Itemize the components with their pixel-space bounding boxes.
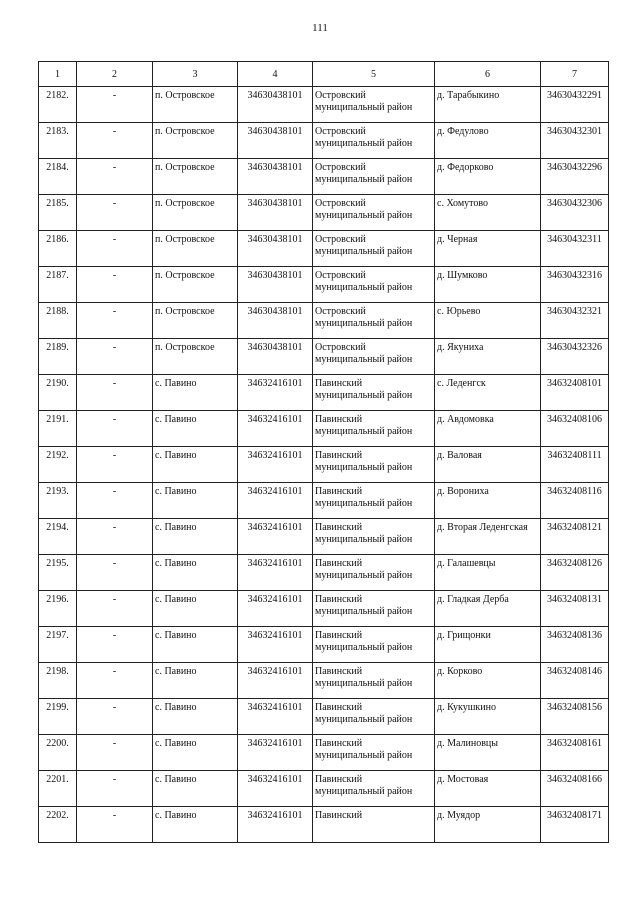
column-2-cell: - [77, 375, 153, 411]
district-cell: Островский муниципальный район [313, 123, 435, 159]
row-number-cell: 2196. [39, 591, 77, 627]
center-settlement-cell: п. Островское [153, 87, 238, 123]
district-cell: Павинский муниципальный район [313, 555, 435, 591]
settlement-cell: д. Черная [435, 231, 541, 267]
table-row [39, 303, 609, 339]
center-settlement-cell: с. Павино [153, 483, 238, 519]
settlement-code-cell: 34632408161 [541, 735, 609, 771]
table-row [39, 483, 609, 519]
settlement-cell: д. Вторая Леденгская [435, 519, 541, 555]
district-cell: Островский муниципальный район [313, 267, 435, 303]
column-2-cell: - [77, 555, 153, 591]
column-header: 2 [77, 62, 153, 87]
table-row [39, 195, 609, 231]
center-code-cell: 34632416101 [238, 735, 313, 771]
center-code-cell: 34632416101 [238, 555, 313, 591]
row-number-cell: 2193. [39, 483, 77, 519]
row-number-cell: 2184. [39, 159, 77, 195]
column-2-cell: - [77, 483, 153, 519]
column-2-cell: - [77, 699, 153, 735]
center-code-cell: 34632416101 [238, 519, 313, 555]
settlement-cell: с. Юрьево [435, 303, 541, 339]
center-settlement-cell: с. Павино [153, 447, 238, 483]
table-row [39, 231, 609, 267]
table-row [39, 699, 609, 735]
column-2-cell: - [77, 303, 153, 339]
settlement-cell: д. Муядор [435, 807, 541, 843]
row-number-cell: 2183. [39, 123, 77, 159]
column-2-cell: - [77, 339, 153, 375]
district-cell: Павинский муниципальный район [313, 375, 435, 411]
settlement-cell: д. Галашевцы [435, 555, 541, 591]
center-code-cell: 34632416101 [238, 771, 313, 807]
table-row [39, 87, 609, 123]
district-cell: Павинский муниципальный район [313, 591, 435, 627]
column-2-cell: - [77, 519, 153, 555]
settlement-code-cell: 34632408171 [541, 807, 609, 843]
settlement-cell: д. Федорково [435, 159, 541, 195]
center-settlement-cell: с. Павино [153, 699, 238, 735]
center-code-cell: 34632416101 [238, 699, 313, 735]
column-2-cell: - [77, 591, 153, 627]
column-2-cell: - [77, 195, 153, 231]
settlement-cell: д. Ворониха [435, 483, 541, 519]
table-row [39, 663, 609, 699]
district-cell: Павинский муниципальный район [313, 447, 435, 483]
settlement-code-cell: 34630432291 [541, 87, 609, 123]
row-number-cell: 2194. [39, 519, 77, 555]
center-settlement-cell: с. Павино [153, 375, 238, 411]
column-header: 4 [238, 62, 313, 87]
district-cell: Островский муниципальный район [313, 303, 435, 339]
district-cell: Островский муниципальный район [313, 195, 435, 231]
district-cell: Павинский муниципальный район [313, 663, 435, 699]
table-row [39, 375, 609, 411]
column-header: 7 [541, 62, 609, 87]
center-settlement-cell: п. Островское [153, 195, 238, 231]
table-row [39, 591, 609, 627]
row-number-cell: 2188. [39, 303, 77, 339]
center-code-cell: 34632416101 [238, 591, 313, 627]
settlement-cell: д. Малиновцы [435, 735, 541, 771]
settlement-cell: д. Авдомовка [435, 411, 541, 447]
settlement-cell: д. Грищонки [435, 627, 541, 663]
column-2-cell: - [77, 447, 153, 483]
center-settlement-cell: п. Островское [153, 159, 238, 195]
settlement-cell: д. Кукушкино [435, 699, 541, 735]
center-code-cell: 34630438101 [238, 123, 313, 159]
center-settlement-cell: с. Павино [153, 627, 238, 663]
settlement-code-cell: 34632408121 [541, 519, 609, 555]
center-code-cell: 34630438101 [238, 267, 313, 303]
center-settlement-cell: с. Павино [153, 411, 238, 447]
district-cell: Павинский муниципальный район [313, 411, 435, 447]
column-2-cell: - [77, 159, 153, 195]
table-row [39, 123, 609, 159]
table-row [39, 555, 609, 591]
center-settlement-cell: п. Островское [153, 123, 238, 159]
center-code-cell: 34630438101 [238, 87, 313, 123]
row-number-cell: 2191. [39, 411, 77, 447]
row-number-cell: 2189. [39, 339, 77, 375]
row-number-cell: 2201. [39, 771, 77, 807]
settlement-cell: с. Леденгск [435, 375, 541, 411]
column-2-cell: - [77, 807, 153, 843]
settlement-code-cell: 34632408166 [541, 771, 609, 807]
center-settlement-cell: с. Павино [153, 555, 238, 591]
row-number-cell: 2187. [39, 267, 77, 303]
settlement-code-cell: 34630432321 [541, 303, 609, 339]
table-row [39, 267, 609, 303]
center-settlement-cell: п. Островское [153, 303, 238, 339]
district-cell: Павинский [313, 807, 435, 843]
settlement-cell: д. Корково [435, 663, 541, 699]
row-number-cell: 2186. [39, 231, 77, 267]
row-number-cell: 2200. [39, 735, 77, 771]
settlement-code-cell: 34632408131 [541, 591, 609, 627]
center-code-cell: 34632416101 [238, 411, 313, 447]
settlement-code-cell: 34630432316 [541, 267, 609, 303]
settlement-code-cell: 34632408101 [541, 375, 609, 411]
center-code-cell: 34630438101 [238, 159, 313, 195]
settlement-cell: д. Шумково [435, 267, 541, 303]
page-number: 111 [312, 22, 328, 34]
center-settlement-cell: с. Павино [153, 519, 238, 555]
table-row [39, 411, 609, 447]
center-settlement-cell: п. Островское [153, 231, 238, 267]
district-cell: Островский муниципальный район [313, 87, 435, 123]
row-number-cell: 2192. [39, 447, 77, 483]
table-row [39, 771, 609, 807]
settlement-code-cell: 34632408126 [541, 555, 609, 591]
table-row [39, 339, 609, 375]
column-2-cell: - [77, 771, 153, 807]
settlements-table [38, 61, 609, 843]
district-cell: Павинский муниципальный район [313, 483, 435, 519]
table-row [39, 447, 609, 483]
settlement-cell: с. Хомутово [435, 195, 541, 231]
column-header: 3 [153, 62, 238, 87]
column-2-cell: - [77, 627, 153, 663]
settlement-cell: д. Мостовая [435, 771, 541, 807]
column-header: 5 [313, 62, 435, 87]
settlement-code-cell: 34632408111 [541, 447, 609, 483]
center-code-cell: 34632416101 [238, 483, 313, 519]
settlement-code-cell: 34630432311 [541, 231, 609, 267]
settlement-code-cell: 34632408146 [541, 663, 609, 699]
row-number-cell: 2190. [39, 375, 77, 411]
center-settlement-cell: с. Павино [153, 735, 238, 771]
center-code-cell: 34630438101 [238, 339, 313, 375]
settlement-code-cell: 34632408106 [541, 411, 609, 447]
district-cell: Павинский муниципальный район [313, 627, 435, 663]
settlement-cell: д. Федулово [435, 123, 541, 159]
settlement-code-cell: 34632408116 [541, 483, 609, 519]
settlement-code-cell: 34630432301 [541, 123, 609, 159]
settlement-cell: д. Тарабыкино [435, 87, 541, 123]
center-code-cell: 34632416101 [238, 807, 313, 843]
row-number-cell: 2197. [39, 627, 77, 663]
column-2-cell: - [77, 87, 153, 123]
table-body [39, 87, 609, 843]
column-2-cell: - [77, 735, 153, 771]
center-code-cell: 34632416101 [238, 447, 313, 483]
table-row [39, 807, 609, 843]
center-code-cell: 34630438101 [238, 303, 313, 339]
header-row [39, 62, 609, 87]
table-row [39, 159, 609, 195]
table-row [39, 519, 609, 555]
center-settlement-cell: с. Павино [153, 591, 238, 627]
settlement-cell: д. Гладкая Дерба [435, 591, 541, 627]
center-code-cell: 34630438101 [238, 231, 313, 267]
column-header: 1 [39, 62, 77, 87]
row-number-cell: 2198. [39, 663, 77, 699]
row-number-cell: 2202. [39, 807, 77, 843]
column-2-cell: - [77, 411, 153, 447]
district-cell: Павинский муниципальный район [313, 519, 435, 555]
table-row [39, 735, 609, 771]
center-settlement-cell: с. Павино [153, 771, 238, 807]
center-settlement-cell: с. Павино [153, 663, 238, 699]
center-code-cell: 34630438101 [238, 195, 313, 231]
settlement-cell: д. Якуниха [435, 339, 541, 375]
center-settlement-cell: с. Павино [153, 807, 238, 843]
settlement-code-cell: 34630432306 [541, 195, 609, 231]
row-number-cell: 2199. [39, 699, 77, 735]
district-cell: Павинский муниципальный район [313, 699, 435, 735]
center-code-cell: 34632416101 [238, 663, 313, 699]
settlement-cell: д. Валовая [435, 447, 541, 483]
center-code-cell: 34632416101 [238, 627, 313, 663]
center-code-cell: 34632416101 [238, 375, 313, 411]
row-number-cell: 2182. [39, 87, 77, 123]
column-header: 6 [435, 62, 541, 87]
center-settlement-cell: п. Островское [153, 267, 238, 303]
district-cell: Островский муниципальный район [313, 159, 435, 195]
column-2-cell: - [77, 123, 153, 159]
district-cell: Павинский муниципальный район [313, 735, 435, 771]
settlement-code-cell: 34630432326 [541, 339, 609, 375]
column-2-cell: - [77, 663, 153, 699]
column-2-cell: - [77, 231, 153, 267]
column-2-cell: - [77, 267, 153, 303]
settlement-code-cell: 34632408156 [541, 699, 609, 735]
district-cell: Островский муниципальный район [313, 339, 435, 375]
settlement-code-cell: 34630432296 [541, 159, 609, 195]
center-settlement-cell: п. Островское [153, 339, 238, 375]
row-number-cell: 2195. [39, 555, 77, 591]
row-number-cell: 2185. [39, 195, 77, 231]
settlement-code-cell: 34632408136 [541, 627, 609, 663]
district-cell: Островский муниципальный район [313, 231, 435, 267]
district-cell: Павинский муниципальный район [313, 771, 435, 807]
table-row [39, 627, 609, 663]
